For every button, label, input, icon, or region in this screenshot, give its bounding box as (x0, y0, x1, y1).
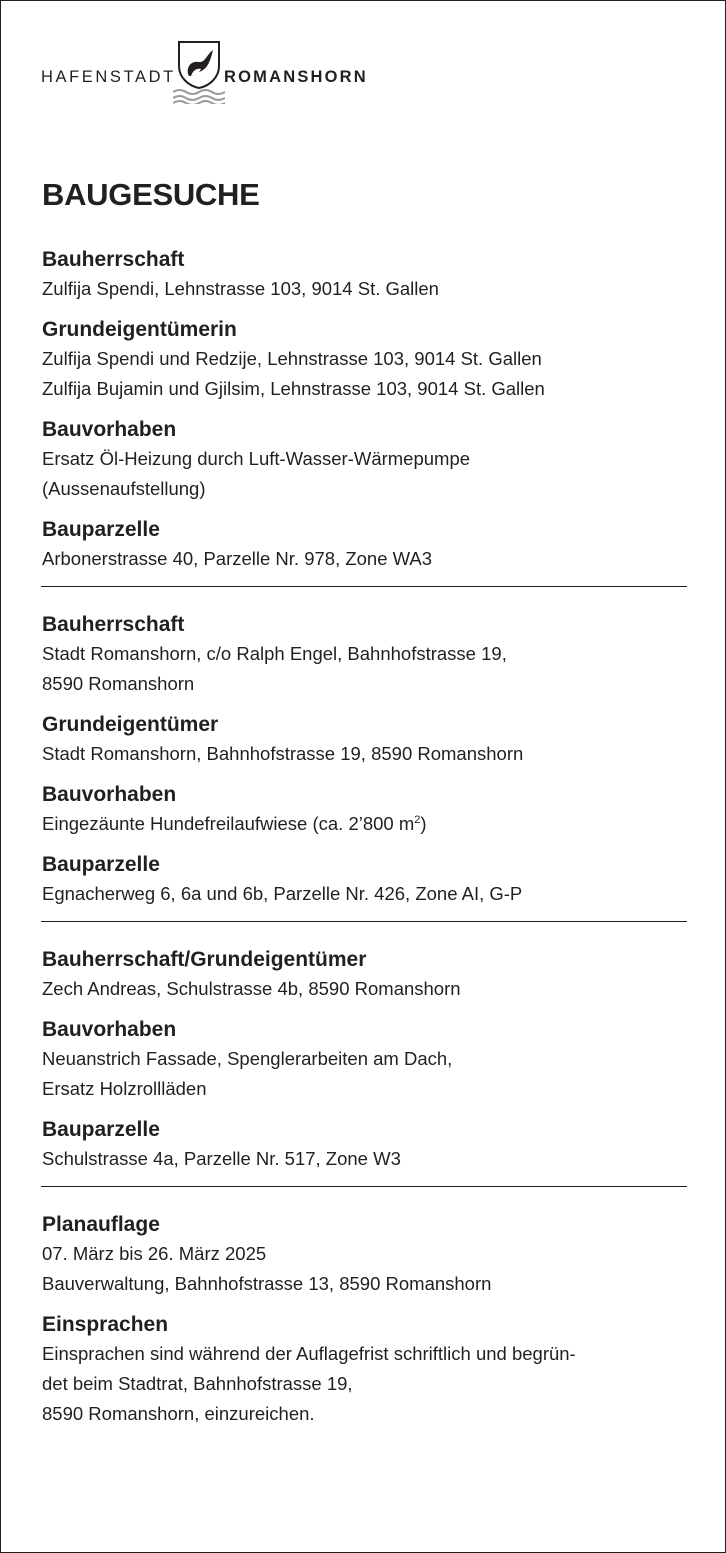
heading-bauparzelle: Bauparzelle (42, 853, 160, 876)
text-grundeigentuemer: Stadt Romanshorn, Bahnhofstrasse 19, 8590 Romanshorn (42, 743, 524, 764)
public-display-info (42, 1211, 688, 1429)
notice-content (42, 175, 688, 1441)
logo-text-romanshorn: ROMANSHORN (224, 68, 368, 86)
heading-grundeigentuemerin: Grundeigentümerin (42, 318, 237, 341)
superscript-two: 2 (414, 814, 421, 826)
heading-bauvorhaben: Bauvorhaben (42, 1018, 177, 1041)
text-bauparzelle: Arbonerstrasse 40, Parzelle Nr. 978, Zone WA3 (42, 548, 433, 569)
text-grundeigentuemerin: Zulfija Spendi und Redzije, Lehnstrasse 103, 9014 St. Gallen Zulfija Bujamin und Gjilsim, Lehnstrasse 103, 9014 St. Gallen (42, 348, 545, 399)
text-bauherrschaft: Stadt Romanshorn, c/o Ralph Engel, Bahnhofstrasse 19, 8590 Romanshorn (42, 643, 507, 694)
text-bauvorhaben: Ersatz Öl-Heizung durch Luft-Wasser-Wärmepumpe (Aussenaufstellung) (42, 448, 471, 499)
text-bauparzelle: Schulstrasse 4a, Parzelle Nr. 517, Zone W3 (42, 1148, 401, 1169)
logo-text-hafenstadt: HAFENSTADT (41, 68, 176, 86)
permit-application-2 (42, 611, 688, 909)
heading-bauherrschaft: Bauherrschaft (42, 248, 185, 271)
heading-bauherrschaft-grundeigentuemer: Bauherrschaft/Grundeigentümer (42, 948, 367, 971)
text-bauvorhaben (42, 809, 688, 839)
heading-bauparzelle: Bauparzelle (42, 1118, 160, 1141)
heading-grundeigentuemer: Grundeigentümer (42, 713, 219, 736)
section-divider (41, 586, 687, 587)
heading-bauherrschaft: Bauherrschaft (42, 613, 185, 636)
waves-icon (173, 88, 225, 104)
heading-planauflage: Planauflage (42, 1213, 160, 1236)
heading-bauvorhaben: Bauvorhaben (42, 783, 177, 806)
text-bauvorhaben-end: ) (420, 813, 427, 834)
text-bauherrschaft-grundeigentuemer: Zech Andreas, Schulstrasse 4b, 8590 Romanshorn (42, 978, 461, 999)
section-divider (41, 921, 687, 922)
heading-einsprachen: Einsprachen (42, 1313, 169, 1336)
text-planauflage: 07. März bis 26. März 2025 Bauverwaltung, Bahnhofstrasse 13, 8590 Romanshorn (42, 1243, 492, 1294)
page-title: BAUGESUCHE (42, 177, 260, 212)
heading-bauparzelle: Bauparzelle (42, 518, 160, 541)
city-logo (41, 39, 401, 109)
permit-application-3 (42, 946, 688, 1174)
coat-of-arms-icon (177, 40, 221, 90)
text-bauvorhaben-main: Eingezäunte Hundefreilaufwiese (ca. 2’800 m (42, 813, 415, 834)
permit-application-1 (42, 246, 688, 574)
text-bauparzelle: Egnacherweg 6, 6a und 6b, Parzelle Nr. 426, Zone AI, G-P (42, 883, 523, 904)
heading-bauvorhaben: Bauvorhaben (42, 418, 177, 441)
text-einsprachen: Einsprachen sind während der Auflagefrist schriftlich und begrün- det beim Stadtrat, Bahnhofstrasse 19, 8590 Romanshorn, einzureichen. (42, 1343, 576, 1424)
section-divider (41, 1186, 687, 1187)
text-bauvorhaben: Neuanstrich Fassade, Spenglerarbeiten am Dach, Ersatz Holzrollläden (42, 1048, 453, 1099)
text-bauherrschaft: Zulfija Spendi, Lehnstrasse 103, 9014 St. Gallen (42, 278, 439, 299)
